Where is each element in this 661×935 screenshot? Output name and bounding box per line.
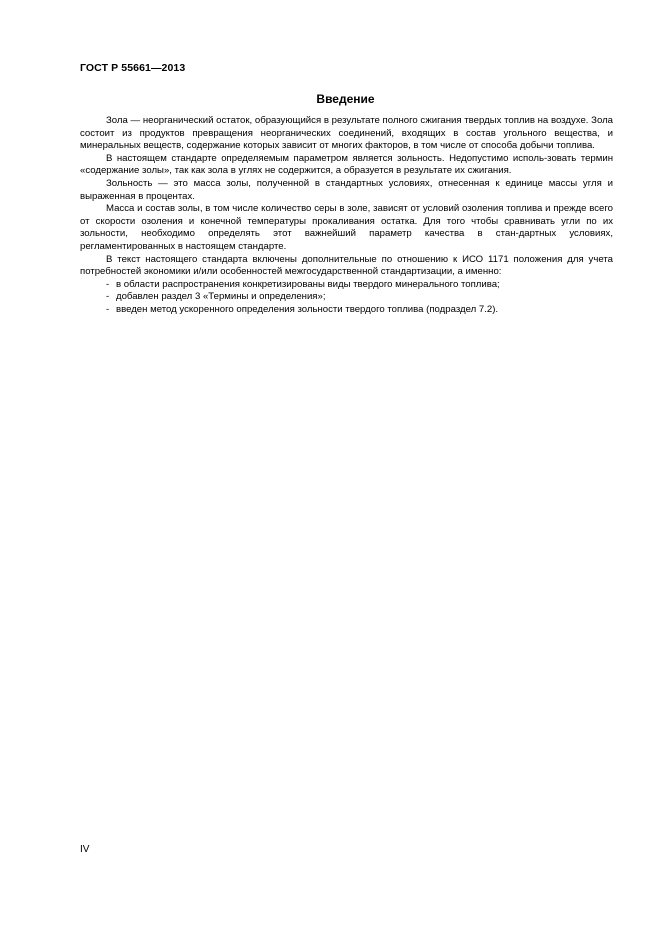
paragraph-ash-content-definition: Зольность — это масса золы, полученной в стандартных условиях, отнесенная к единице массы угля и выраженная в процентах. <box>80 177 613 202</box>
list-item <box>80 291 613 304</box>
list-item-text: введен метод ускоренного определения зольности твердого топлива (подраздел 7.2). <box>116 303 499 315</box>
paragraph-ash-content-term: В настоящем стандарте определяемым параметром является зольность. Недопустимо исполь-зовать термин «содержание золы», так как зола в углях не содержится, а образуется в результате их сжигания. <box>80 152 613 177</box>
differences-list <box>80 279 613 317</box>
list-item <box>80 304 613 317</box>
list-marker: - <box>106 303 110 315</box>
list-marker: - <box>106 291 110 303</box>
document-code: ГОСТ Р 55661—2013 <box>80 62 186 74</box>
list-item-text: добавлен раздел 3 «Термины и определения»; <box>116 291 326 303</box>
list-item-text: в области распространения конкретизированы виды твердого минерального топлива; <box>116 278 500 290</box>
list-marker: - <box>106 278 110 290</box>
paragraph-iso-differences: В текст настоящего стандарта включены дополнительные по отношению к ИСО 1171 положения для учета потребностей экономики и/или особенностей межгосударственной стандартизации, а именно: <box>80 253 613 278</box>
section-title: Введение <box>316 92 375 106</box>
paragraph-ash-composition: Масса и состав золы, в том числе количество серы в золе, зависят от условий озоления топлива и прежде всего от скорости озоления и конечной температуры прокаливания остатка. Для того чтобы сравнивать угли по их зольности, необходимо определять этот важнейший параметр качества в стан-дартных условиях, регламентированных в настоящем стандарте. <box>80 203 613 252</box>
paragraph-ash-definition: Зола — неорганический остаток, образующийся в результате полного сжигания твердых топлив на воздухе. Зола состоит из продуктов превращения неорганических соединений, входящих в состав угольного вещества, и минеральных веществ, содержание которых зависит от многих факторов, в том числе от способа добычи топлива. <box>80 115 613 152</box>
page-number: IV <box>80 844 90 855</box>
document-body <box>80 115 613 317</box>
list-item <box>80 279 613 292</box>
